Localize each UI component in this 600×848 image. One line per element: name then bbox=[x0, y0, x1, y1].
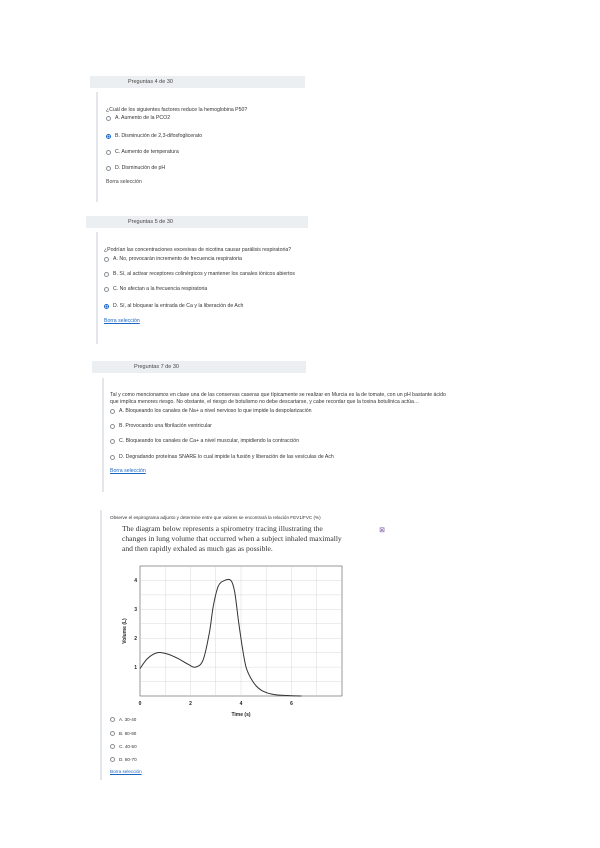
option-label: B. Sí, al activar receptores colinérgicos y mantener los canales iónicos abiertos bbox=[113, 271, 295, 277]
question-5-option-a[interactable] bbox=[104, 256, 242, 262]
question-4-option-a[interactable] bbox=[106, 115, 170, 121]
question-8-option-c[interactable] bbox=[110, 744, 137, 749]
option-label: B. Disminución de 2,3-difosfoglicerato bbox=[115, 133, 203, 139]
option-label: C. Aumento de temperatura bbox=[115, 149, 179, 155]
figure-caption-line-3: and then rapidly exhaled as much gas as possible. bbox=[122, 544, 273, 553]
spirometry-chart bbox=[118, 560, 358, 720]
y-axis-label: Volume (L) bbox=[122, 618, 128, 644]
option-label: D. 60-70 bbox=[119, 757, 137, 762]
radio-icon[interactable] bbox=[106, 166, 111, 171]
radio-icon[interactable] bbox=[104, 257, 109, 262]
question-5-header-label: Preguntas 5 de 30 bbox=[128, 219, 173, 225]
radio-icon[interactable] bbox=[110, 424, 115, 429]
option-label: A. Bloqueando los canales de Na+ a nivel nervioso lo que impide la despolarización bbox=[119, 408, 312, 414]
question-5-card bbox=[96, 232, 98, 344]
figure-caption-line-1: The diagram below represents a spirometry tracing illustrating the bbox=[122, 524, 323, 533]
radio-icon[interactable] bbox=[104, 272, 109, 277]
question-5-header bbox=[86, 216, 308, 228]
radio-icon[interactable] bbox=[104, 287, 109, 292]
close-icon[interactable]: ⊠ bbox=[379, 527, 385, 534]
radio-icon[interactable] bbox=[106, 116, 111, 121]
y-tick-label: 1 bbox=[134, 664, 137, 671]
question-5-option-d[interactable] bbox=[104, 303, 243, 309]
x-tick-label: 6 bbox=[290, 701, 293, 707]
x-tick-label: 2 bbox=[189, 701, 192, 707]
question-7-clear-link[interactable]: Borra selección bbox=[110, 468, 146, 474]
question-8-option-d[interactable] bbox=[110, 757, 137, 762]
question-4-option-c[interactable] bbox=[106, 149, 179, 155]
radio-selected-icon[interactable] bbox=[106, 134, 111, 139]
x-tick-label: 4 bbox=[239, 701, 243, 707]
question-5-option-c[interactable] bbox=[104, 286, 207, 292]
y-tick-label: 3 bbox=[134, 607, 137, 614]
question-8-clear-link[interactable]: Borra selección bbox=[110, 769, 142, 774]
option-label: C. No afectan a la frecuencia respiratoria bbox=[113, 286, 208, 292]
option-label: B. Provocando una fibrilación ventricular bbox=[119, 423, 212, 429]
x-tick-label: 0 bbox=[138, 701, 142, 707]
x-axis-label: Time (s) bbox=[231, 712, 251, 718]
option-label: C. 40-50 bbox=[119, 744, 137, 749]
question-7-option-c[interactable] bbox=[110, 438, 299, 444]
question-4-clear-link[interactable]: Borra selección bbox=[106, 179, 142, 185]
question-8-option-a[interactable] bbox=[110, 717, 136, 722]
question-7-text-line-2: que implica menores riesgo. No obstante, el riesgo de botulismo no debe descartarse, y cabe recordar que la toxina botulínica actúa… bbox=[110, 399, 420, 405]
option-label: D. Degradando proteínas SNARE lo cual impide la fusión y liberación de las vesículas de Ach bbox=[119, 454, 334, 460]
radio-icon[interactable] bbox=[110, 455, 115, 460]
option-label: A. Aumento de la PCO2 bbox=[115, 115, 171, 121]
question-4-card bbox=[96, 92, 98, 202]
question-8-option-b[interactable] bbox=[110, 731, 136, 736]
option-label: D. Disminución de pH bbox=[115, 165, 166, 171]
question-4-header bbox=[90, 76, 305, 88]
figure-caption-line-2: changes in lung volume that occurred when a subject inhaled maximally bbox=[122, 534, 342, 543]
radio-icon[interactable] bbox=[110, 731, 115, 736]
option-label: D. Sí, al bloquear la entrada de Ca y la liberación de Ach bbox=[113, 303, 244, 309]
question-8-card bbox=[100, 510, 102, 780]
radio-icon[interactable] bbox=[110, 744, 115, 749]
question-7-option-d[interactable] bbox=[110, 454, 334, 460]
radio-icon[interactable] bbox=[110, 439, 115, 444]
y-tick-label: 2 bbox=[134, 636, 137, 643]
question-4-header-label: Preguntas 4 de 30 bbox=[128, 79, 173, 85]
y-tick-label: 4 bbox=[134, 578, 137, 585]
question-4-option-b[interactable] bbox=[106, 133, 202, 139]
option-label: C. Bloqueando los canales de Ca+ a nivel muscular, impidiendo la contracción bbox=[119, 438, 300, 444]
option-label: A. No, provocarán incremento de frecuencia respiratoria bbox=[113, 256, 242, 262]
question-7-option-b[interactable] bbox=[110, 423, 212, 429]
question-4-text: ¿Cuál de los siguientes factores reduce la hemoglobina P50? bbox=[106, 107, 248, 113]
radio-icon[interactable] bbox=[110, 409, 115, 414]
question-7-option-a[interactable] bbox=[110, 408, 312, 414]
question-7-text-line-1: Tal y como mencionamos en clase una de las conservas caseras que típicamente se realizar en Murcia es la de tomate, con un pH bastante ácido bbox=[110, 392, 446, 398]
question-5-option-b[interactable] bbox=[104, 271, 295, 277]
question-4-option-d[interactable] bbox=[106, 165, 165, 171]
radio-icon[interactable] bbox=[106, 150, 111, 155]
radio-icon[interactable] bbox=[110, 717, 115, 722]
radio-icon[interactable] bbox=[110, 757, 115, 762]
question-7-card bbox=[102, 378, 104, 492]
question-8-instruction: Observe el espirograma adjunto y determine entre que valores se encontrará la relación FEV1/FVC (%) bbox=[110, 515, 321, 520]
option-label: A. 30-40 bbox=[119, 717, 137, 722]
question-5-clear-link[interactable]: Borra selección bbox=[104, 318, 140, 324]
option-label: B. 80-90 bbox=[119, 731, 137, 736]
question-5-text: ¿Podrían las concentraciones excesivas de nicotina causar parálisis respiratoria? bbox=[104, 247, 292, 253]
question-7-header-label: Preguntas 7 de 30 bbox=[134, 364, 179, 370]
question-7-header bbox=[92, 361, 306, 373]
radio-selected-icon[interactable] bbox=[104, 304, 109, 309]
